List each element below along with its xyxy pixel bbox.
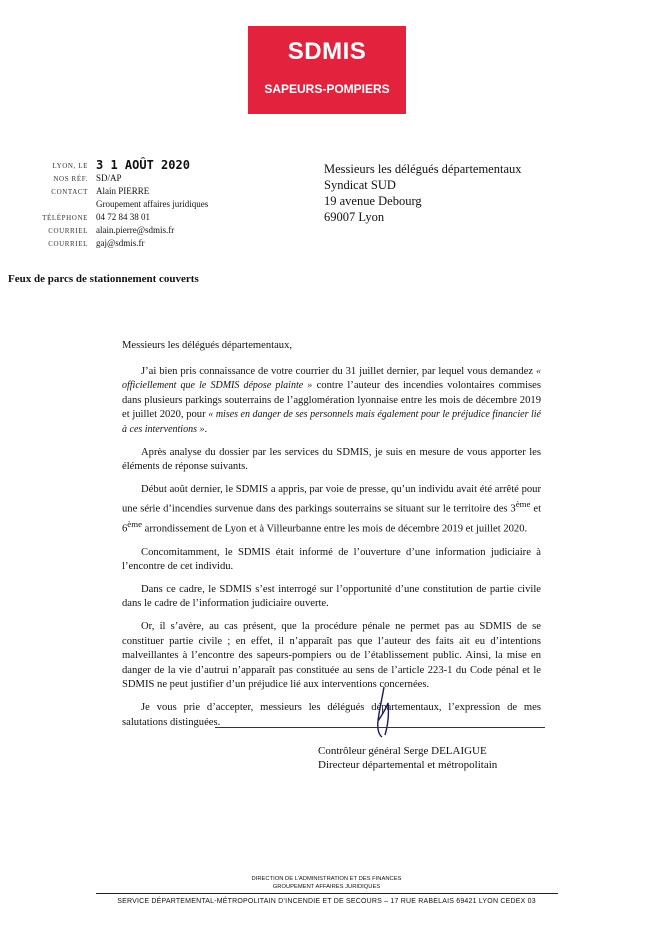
paragraph-3: Début août dernier, le SDMIS a appris, par voie de presse, qu’un individu avait été arrêté pour une série d’incendies survenue dans des parkings souterrains se situant sur le territoire des 3ème et 6ème arrondissement de Lyon et à Villeurbanne entre les mois de décembre 2019 et juillet 2020. <box>122 483 542 535</box>
recipient-line: Syndicat SUD <box>324 178 396 192</box>
paragraph-5: Dans ce cadre, le SDMIS s’est interrogé sur l’opportunité d’une constitution de partie civile dans le cadre de l’information judiciaire ouverte. <box>122 583 541 610</box>
letter-body <box>122 339 541 738</box>
meta-value: alain.pierre@sdmis.fr <box>96 225 175 235</box>
quote: « officiellement que le SDMIS dépose plainte » <box>122 365 541 392</box>
sdmis-logo <box>248 26 406 114</box>
meta-label: NOS RÉF. <box>53 175 88 183</box>
meta-value: SD/AP <box>96 173 122 183</box>
footer-address: SERVICE DÉPARTEMENTAL-MÉTROPOLITAIN D’INCENDIE ET DE SECOURS – 17 RUE RABELAIS 69421 LYON CEDEX 03 <box>117 898 536 905</box>
meta-label: TÉLÉPHONE <box>42 214 88 222</box>
signer-title: Directeur départemental et métropolitain <box>318 759 498 771</box>
logo-title: SDMIS <box>287 38 367 65</box>
letter-date: 3 1 AOÛT 2020 <box>96 158 190 172</box>
meta-label: COURRIEL <box>48 227 88 235</box>
footer-direction: DIRECTION DE L’ADMINISTRATION ET DES FINANCES <box>251 876 402 882</box>
meta-label: COURRIEL <box>48 240 88 248</box>
footer-department <box>0 875 653 891</box>
paragraph-1: J’ai bien pris connaissance de votre courrier du 31 juillet dernier, par lequel vous demandez « officiellement que le SDMIS dépose plainte » contre l’auteur des incendies volontaires commises dans plusieurs parkings souterrains de l’agglomération lyonnaise entre les mois de décembre 2019 et juillet 2020, pour « mises en danger de ses personnels mais également pour le préjudice financier lié à ces interventions ». <box>122 365 541 435</box>
signer-name: Contrôleur général Serge DELAIGUE <box>318 745 487 757</box>
signer-block <box>318 744 497 772</box>
paragraph-2: Après analyse du dossier par les services du SDMIS, je suis en mesure de vous apporter les éléments de réponse suivants. <box>122 446 541 473</box>
logo-subtitle: SAPEURS-POMPIERS <box>264 82 390 96</box>
meta-value: 04 72 84 38 01 <box>96 212 150 222</box>
recipient-line: 19 avenue Debourg <box>324 194 422 208</box>
paragraph-4: Concomitamment, le SDMIS était informé de l’ouverture d’une information judiciaire à l’encontre de cet individu. <box>122 546 541 573</box>
handwritten-signature <box>370 685 400 741</box>
meta-label: LYON, LE <box>52 162 88 170</box>
recipient-line: 69007 Lyon <box>324 210 385 224</box>
meta-value: Alain PIERRE <box>96 186 150 196</box>
salutation: Messieurs les délégués départementaux, <box>122 340 293 351</box>
quote: « mises en danger de ses personnels mais également pour le préjudice financier lié à ces interventions » <box>122 409 541 435</box>
meta-value: gaj@sdmis.fr <box>96 238 145 248</box>
footer-divider <box>96 893 558 894</box>
signature-line <box>215 727 545 728</box>
recipient-address <box>324 161 522 225</box>
paragraph-7: Je vous prie d’accepter, messieurs les délégués départementaux, l’expression de mes salutations distinguées. <box>122 701 541 728</box>
letter-subject: Feux de parcs de stationnement couverts <box>8 273 199 285</box>
footer-group: GROUPEMENT AFFAIRES JURIDIQUES <box>272 884 381 890</box>
paragraph-6: Or, il s’avère, au cas présent, que la procédure pénale ne permet pas au SDMIS de se constituer partie civile ; en effet, il n’apparaît pas que l’auteur des faits ait eu d’intentions malveillantes à l’encontre des sapeurs-pompiers ou de l’établissement public. Ainsi, la mise en danger de la vie d’autrui n’apparaît pas constituée au sens de l’article 223-1 du Code pénal et le SDMIS ne peut justifier d’un préjudice lié aux interventions concernées. <box>122 620 541 691</box>
meta-label: CONTACT <box>51 188 88 196</box>
meta-value: Groupement affaires juridiques <box>96 199 209 209</box>
recipient-line: Messieurs les délégués départementaux <box>324 162 522 176</box>
